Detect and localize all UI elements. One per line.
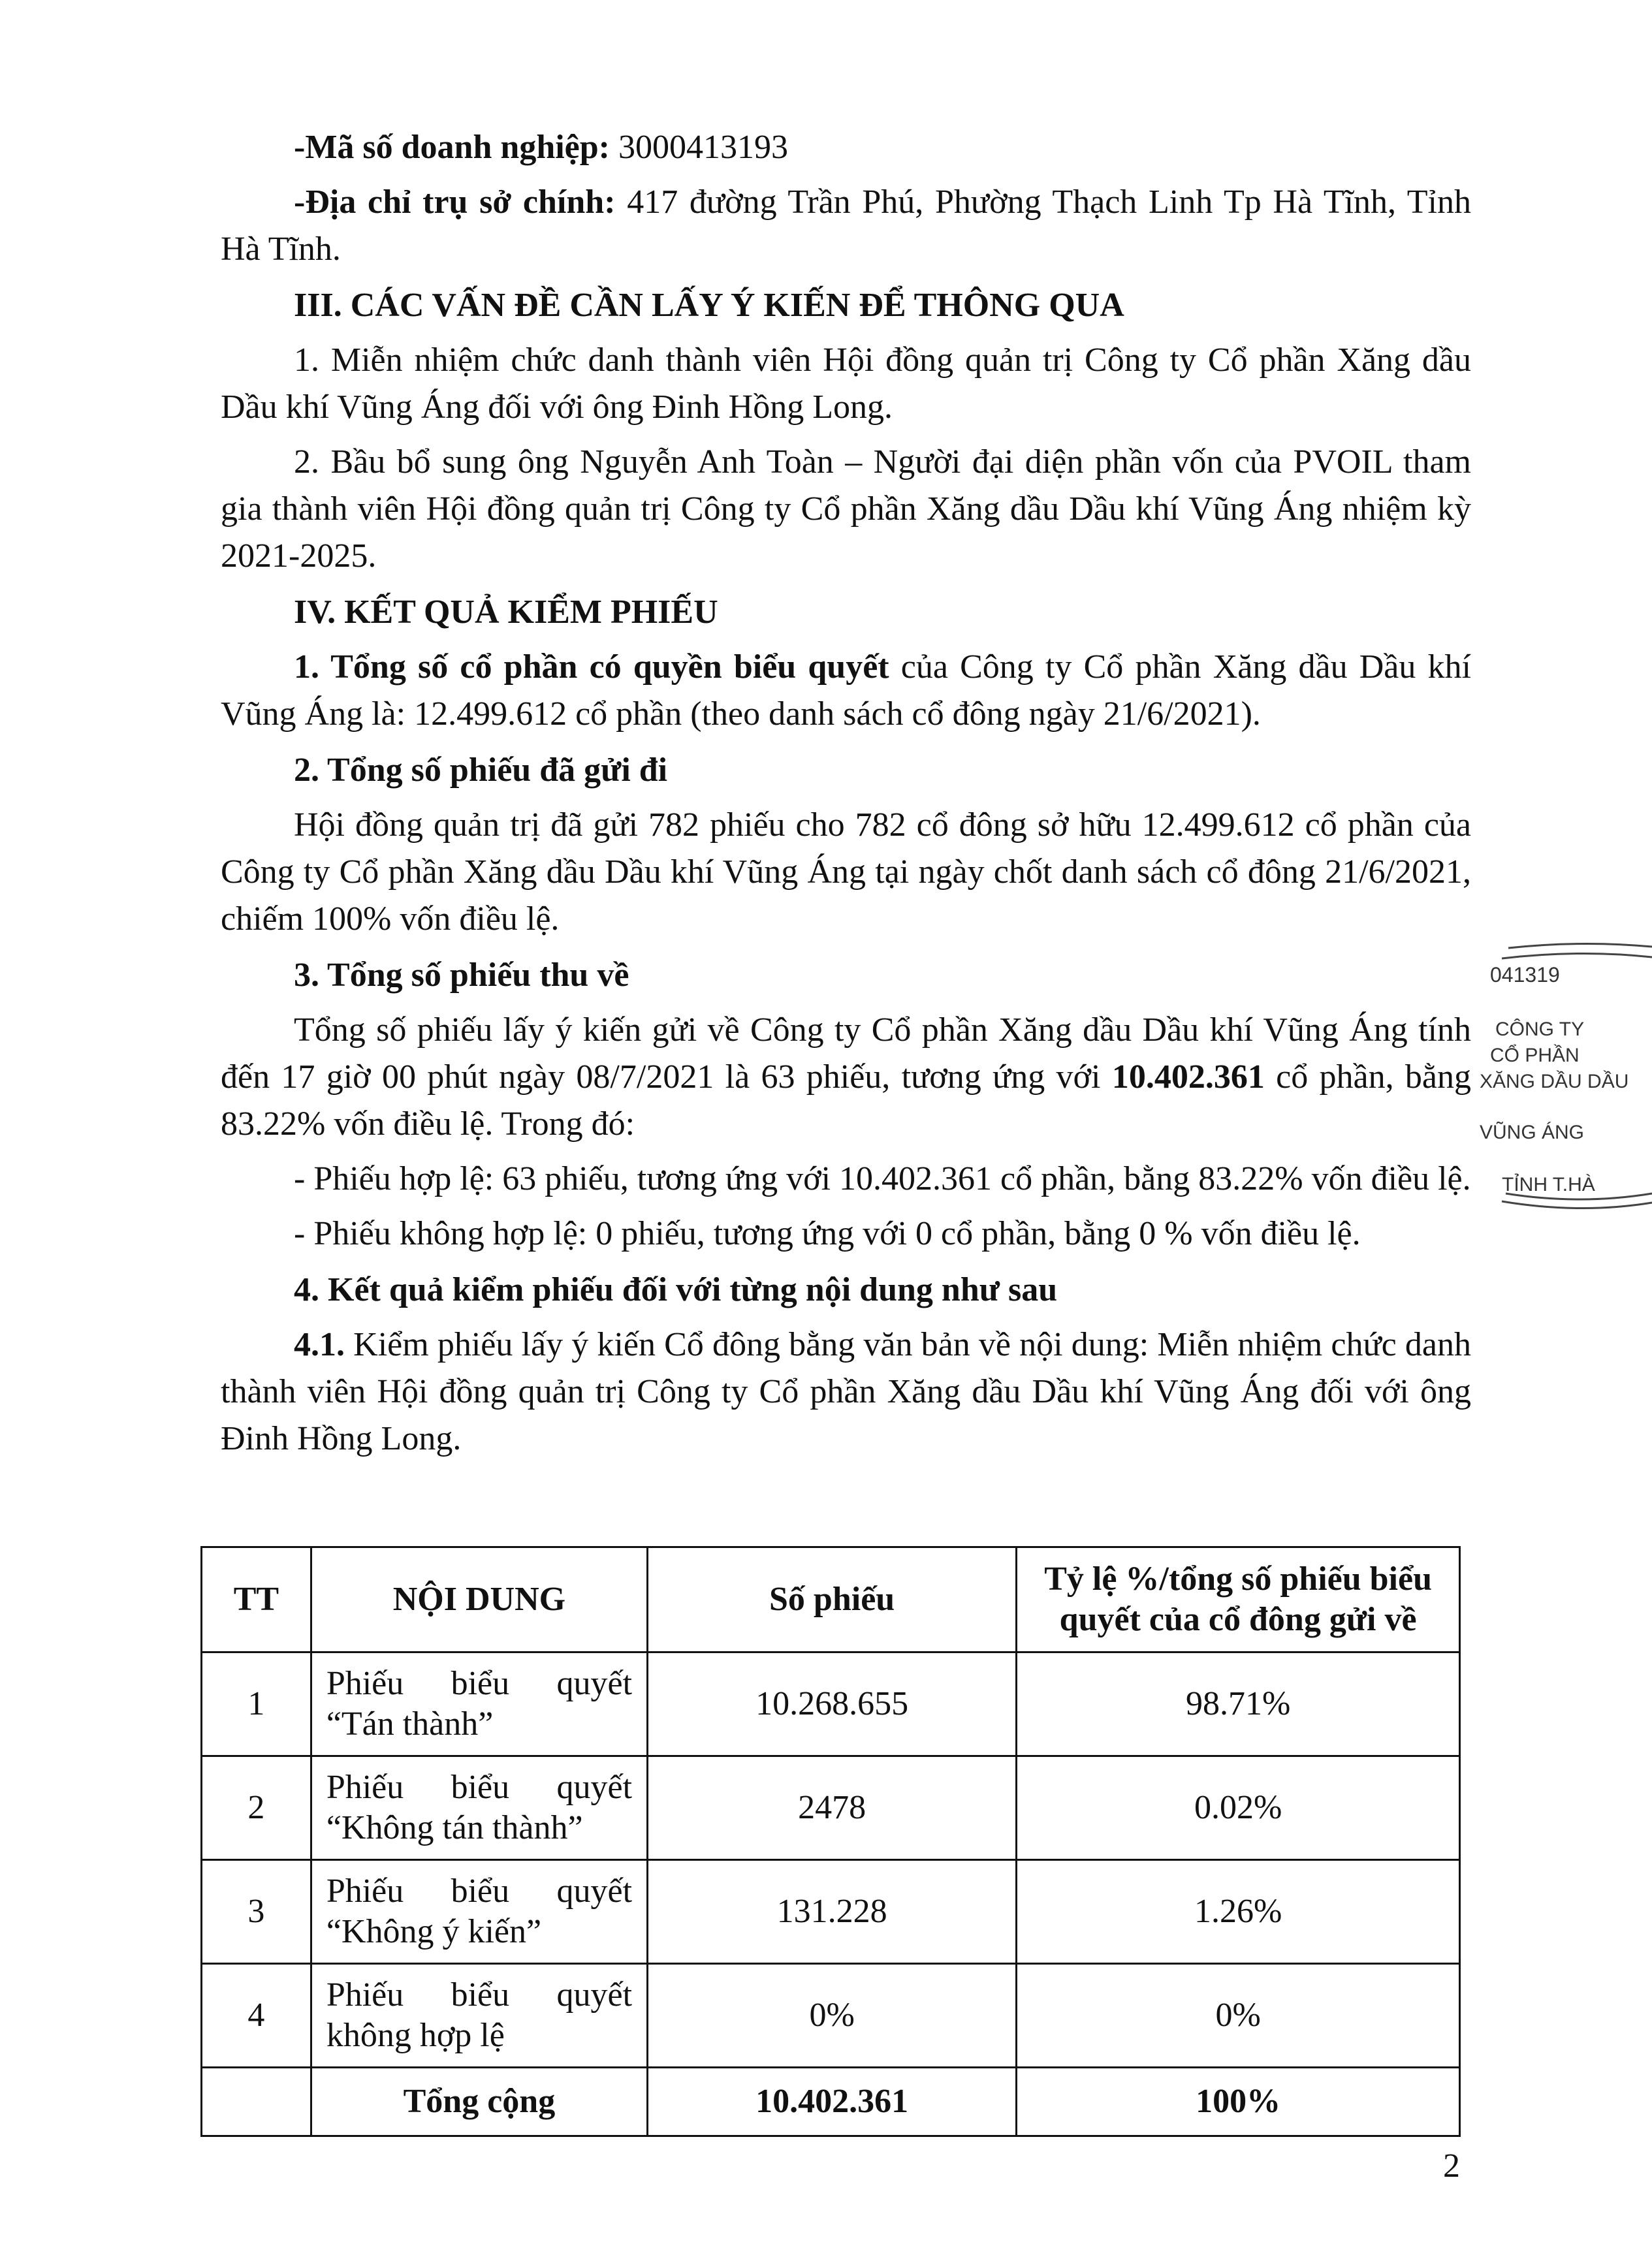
row-label: [311, 1756, 647, 1860]
header-ty-le: [1017, 1547, 1460, 1652]
section-4-title: IV. KẾT QUẢ KIỂM PHIẾU: [294, 593, 718, 631]
row-so-phieu: 0%: [648, 1964, 1017, 2068]
header-noi-dung: NỘI DUNG: [311, 1547, 647, 1652]
result-4-1-paragraph: [221, 1321, 1471, 1462]
row-label: [311, 1652, 647, 1756]
ballots-returned-text-a: Tổng số phiếu lấy ý kiến gửi về Công ty Cổ phần Xăng dầu Dầu khí Vũng Áng tính đến 17 giờ 00 phút ngày 08/7/2021 là 63 phiếu, tương ứng với: [221, 1011, 1471, 1096]
vote-results-table: [200, 1546, 1461, 2137]
ballots-returned-text-b: cổ phần, bằng 83.22% vốn điều lệ. Trong đó:: [221, 1058, 1471, 1143]
results-heading: 4. Kết quả kiểm phiếu đối với từng nội dung như sau: [294, 1271, 1058, 1308]
header-tt: TT: [202, 1547, 311, 1652]
address-line: [221, 179, 1471, 273]
row-tt: 2: [202, 1756, 311, 1860]
seal-line-3: XĂNG DẦU DẦU: [1480, 1071, 1629, 1092]
seal-line-1: CÔNG TY: [1495, 1019, 1585, 1040]
row-label-line-1: Phiếu biểu quyết: [326, 1976, 633, 2014]
enterprise-code-value: 3000413193: [610, 129, 788, 166]
seal-line-5: TỈNH T.HÀ: [1502, 1174, 1595, 1195]
row-label: [311, 1964, 647, 2068]
header-ty-le-line-1: Tỷ lệ %/tổng số phiếu biểu: [1044, 1560, 1433, 1598]
row-tt: 3: [202, 1860, 311, 1964]
voting-shares-paragraph: [221, 644, 1471, 738]
row-so-phieu: 131.228: [648, 1860, 1017, 1964]
ballots-returned-shares: 10.402.361: [1111, 1058, 1265, 1096]
enterprise-code-label: -Mã số doanh nghiệp:: [294, 129, 610, 166]
row-ty-le: 0%: [1017, 1964, 1460, 2068]
document-body: [221, 124, 1471, 1462]
ballots-sent-paragraph: Hội đồng quản trị đã gửi 782 phiếu cho 782 cổ đông sở hữu 12.499.612 cổ phần của Công ty Cổ phần Xăng dầu Dầu khí Vũng Áng tại ngày chốt danh sách cổ đông 21/6/2021, chiếm 100% vốn điều lệ.: [221, 806, 1471, 938]
row-so-phieu: 10.268.655: [648, 1652, 1017, 1756]
row-label-line-2: “Không ý kiến”: [326, 1913, 542, 1950]
row-label-line-2: “Tán thành”: [326, 1705, 494, 1743]
header-so-phieu: Số phiếu: [648, 1547, 1017, 1652]
address-label: -Địa chỉ trụ sở chính:: [294, 183, 616, 221]
total-so-phieu: 10.402.361: [648, 2068, 1017, 2136]
section-3-item-1: 1. Miễn nhiệm chức danh thành viên Hội đồng quản trị Công ty Cổ phần Xăng dầu Dầu khí Vũng Áng đối với ông Đinh Hồng Long.: [221, 341, 1471, 426]
table-header-row: [202, 1547, 1460, 1652]
section-3-title: III. CÁC VẤN ĐỀ CẦN LẤY Ý KIẾN ĐỂ THÔNG QUA: [294, 287, 1124, 324]
row-ty-le: 98.71%: [1017, 1652, 1460, 1756]
row-ty-le: 1.26%: [1017, 1860, 1460, 1964]
voting-shares-heading: 1. Tổng số cổ phần có quyền biểu quyết: [294, 648, 889, 686]
row-label-line-1: Phiếu biểu quyết: [326, 1873, 633, 1910]
row-label-line-2: không hợp lệ: [326, 2017, 505, 2054]
total-label: Tổng cộng: [311, 2068, 647, 2136]
section-3-item-2: 2. Bầu bổ sung ông Nguyễn Anh Toàn – Người đại diện phần vốn của PVOIL tham gia thành viên Hội đồng quản trị Công ty Cổ phần Xăng dầu Dầu khí Vũng Áng nhiệm kỳ 2021-2025.: [221, 443, 1471, 575]
table-total-row: [202, 2068, 1460, 2136]
table-row: [202, 1652, 1460, 1756]
page-number: 2: [1443, 2147, 1460, 2185]
company-seal: [1482, 940, 1652, 1214]
row-ty-le: 0.02%: [1017, 1756, 1460, 1860]
voting-shares-text: của Công ty Cổ phần Xăng dầu Dầu khí Vũng Áng là: 12.499.612 cổ phần (theo danh sách cổ đông ngày 21/6/2021).: [221, 648, 1471, 733]
row-so-phieu: 2478: [648, 1756, 1017, 1860]
row-label-line-1: Phiếu biểu quyết: [326, 1769, 633, 1806]
ballots-sent-heading: 2. Tổng số phiếu đã gửi đi: [294, 751, 668, 789]
table-row: [202, 1860, 1460, 1964]
seal-number: 041319: [1490, 963, 1560, 987]
row-label-line-1: Phiếu biểu quyết: [326, 1665, 633, 1702]
row-tt: 1: [202, 1652, 311, 1756]
row-tt: 4: [202, 1964, 311, 2068]
result-4-1-text: Kiểm phiếu lấy ý kiến Cổ đông bằng văn bản về nội dung: Miễn nhiệm chức danh thành viên Hội đồng quản trị Công ty Cổ phần Xăng dầu Dầu khí Vũng Áng đối với ông Đinh Hồng Long.: [221, 1326, 1471, 1457]
ballots-returned-heading: 3. Tổng số phiếu thu về: [294, 956, 629, 994]
header-ty-le-line-2: quyết của cổ đông gửi về: [1059, 1601, 1417, 1638]
total-tt: [202, 2068, 311, 2136]
table-row: [202, 1964, 1460, 2068]
enterprise-code-line: [221, 124, 1471, 171]
invalid-ballots-line: - Phiếu không hợp lệ: 0 phiếu, tương ứng với 0 cổ phần, bằng 0 % vốn điều lệ.: [294, 1215, 1361, 1252]
ballots-returned-paragraph: [221, 1007, 1471, 1148]
result-4-1-number: 4.1.: [294, 1326, 345, 1363]
row-label-line-2: “Không tán thành”: [326, 1809, 583, 1846]
table-row: [202, 1756, 1460, 1860]
seal-line-2: CỔ PHẦN: [1490, 1045, 1580, 1066]
valid-ballots-line: - Phiếu hợp lệ: 63 phiếu, tương ứng với 10.402.361 cổ phần, bằng 83.22% vốn điều lệ.: [294, 1160, 1471, 1197]
row-label: [311, 1860, 647, 1964]
total-ty-le: 100%: [1017, 2068, 1460, 2136]
address-value: 417 đường Trần Phú, Phường Thạch Linh Tp Hà Tĩnh, Tỉnh Hà Tĩnh.: [221, 183, 1471, 268]
seal-line-4: VŨNG ÁNG: [1480, 1122, 1585, 1143]
